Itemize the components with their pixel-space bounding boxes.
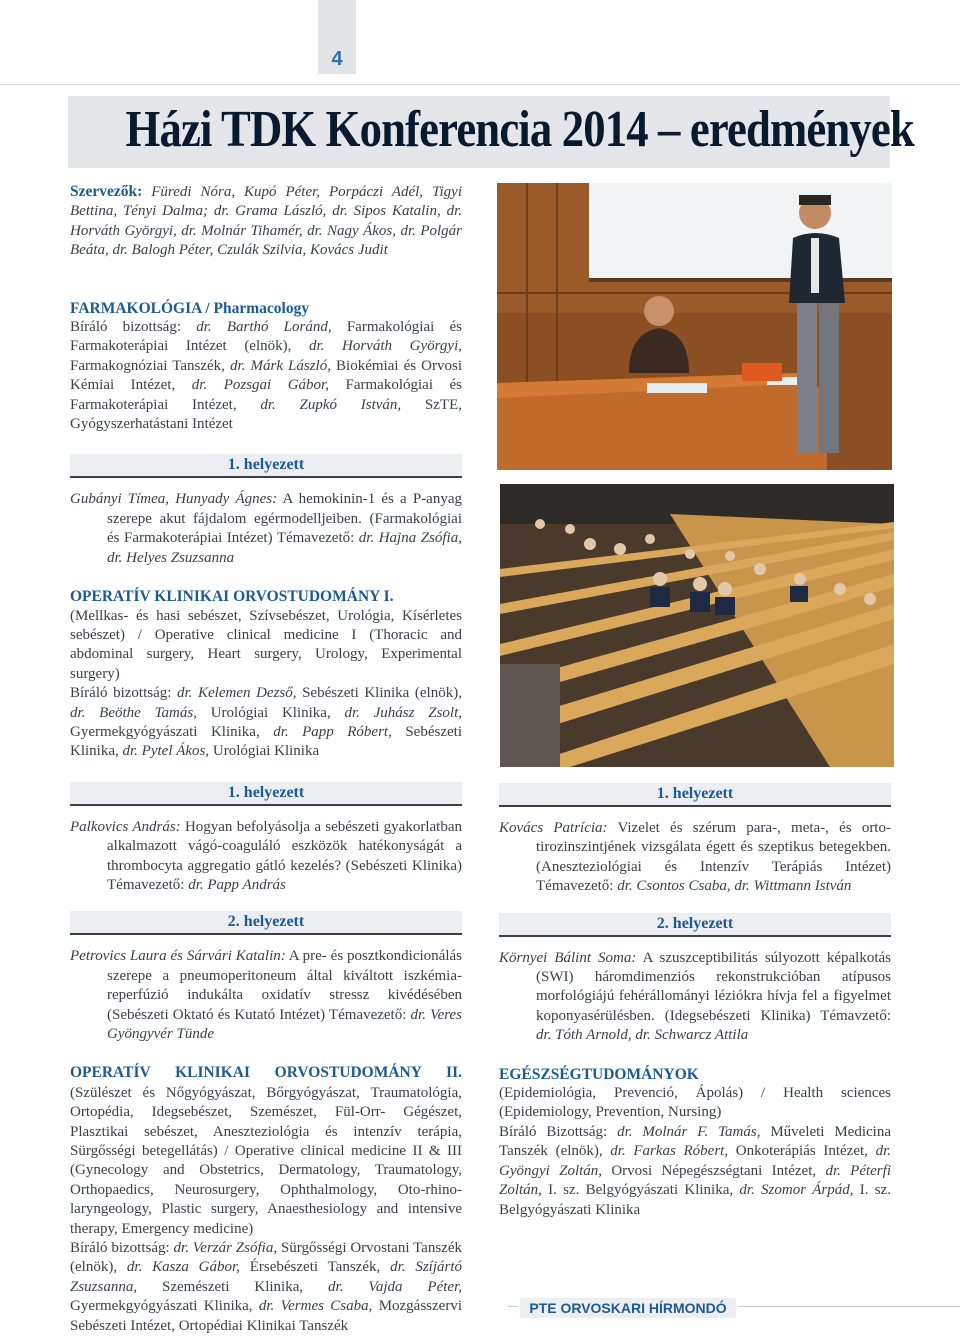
name-text: dr. Juhász Zsolt, — [344, 704, 462, 721]
organizers-names: Füredi Nóra, Kupó Péter, Porpáczi Adél, Tigyi Bettina, Tényi Dalma; dr. Grama László, dr. Sipos Katalin, dr. Horváth Györgyi, dr. Molnár Tihamér, dr. Nagy Ákos, dr. Polgár Beáta, dr. Balogh Péter, Czulák Szilvia, Kovács Judit — [70, 184, 463, 259]
name-text: Petrovics Laura és Sárvári Katalin: — [70, 948, 286, 965]
name-text: dr. Vajda Péter, — [328, 1278, 462, 1295]
body-text: Sürgősségi Orvostani Tanszék (elnök), — [70, 1240, 462, 1276]
section-description: (Mellkas- és hasi sebészet, Szívsebészet, Urológia, Kísérletes sebészet) / Operative clinical medicine I (Thoracic and abdominal surgery, Heart surgery, Urology, Experimental surgery) — [70, 607, 462, 682]
body-text: Gyermekgyógyászati Klinika, — [70, 723, 274, 740]
place-label: 1. helyezett — [70, 782, 462, 806]
footer — [517, 1297, 739, 1319]
name-text: dr. Zupkó István, — [260, 396, 402, 413]
name-text: dr. Molnár F. Tamás, — [617, 1123, 761, 1140]
name-text: dr. Pozsgai Gábor, — [191, 377, 329, 394]
body-text: Bíráló Bizottság: — [499, 1123, 618, 1140]
auditorium-photo — [500, 484, 894, 767]
name-text: dr. Péterfi Zoltán, — [499, 1162, 891, 1199]
body-text: Bíráló bizottság: — [70, 319, 197, 336]
name-text: dr. Kelemen Dezső, — [177, 685, 297, 702]
result-entry — [70, 947, 462, 1044]
body-text: Sebészeti Klinika (elnök), — [296, 685, 462, 702]
body-text: Műveleti Medicina Tanszék (elnök), — [499, 1123, 891, 1160]
body-text: Urológiai Klinika — [209, 743, 320, 760]
result-entry — [70, 490, 462, 568]
name-text: dr. Verzár Zsófia, — [173, 1240, 278, 1257]
body-text: Vizelet és szérum para-, meta-, és orto-tirozinszintjének vizsgálata égett és szeptikus betegekben. (Aneszteziológiai és Intenzív Terápiás Intézet) Témavezető: — [536, 820, 891, 895]
name-text: dr. Beöthe Tamás, — [70, 704, 197, 721]
lecture-photo-image — [497, 183, 892, 470]
page-title: Házi TDK Konferencia 2014 – eredmények — [125, 101, 914, 158]
organizers-label: Szervezők: — [70, 183, 143, 200]
section-description: (Epidemiológia, Prevenció, Ápolás) / Health sciences (Epidemiology, Prevention, Nursing) — [499, 1085, 891, 1121]
left-column — [70, 182, 462, 1336]
body-text: A hemokinin-1 és a P-anyag szerepe akut fájdalom egérmodelljeiben. (Farmakológiai és Farmakoterápiai Intézet) Témavezető: — [107, 491, 462, 547]
body-text: Biokémiai és Orvosi Kémiai Intézet, — [70, 357, 462, 394]
name-text: dr. Csontos Csaba, dr. Wittmann István — [617, 878, 852, 895]
body-text: Mozgásszervi Sebészeti Intézet, Ortopédiai Klinikai Tanszék — [70, 1298, 462, 1334]
right-column — [499, 783, 891, 1220]
jury-egeszsegtudomanyok — [499, 1123, 891, 1220]
body-text: Orvosi Népegészségtani Intézet, — [602, 1162, 826, 1179]
name-text: dr. Vermes Csaba, — [258, 1298, 373, 1315]
body-text: Szemészeti Klinika, — [137, 1278, 329, 1295]
body-text: I. sz. Belgyógyászati Klinika, — [541, 1182, 740, 1199]
body-text: Farmakognóziai Tanszék, — [70, 357, 230, 374]
section-heading-egeszsegtudomanyok: EGÉSZSÉGTUDOMÁNYOK — [499, 1065, 699, 1083]
name-text: Palkovics András: — [70, 818, 181, 835]
section-heading-farmakologia: FARMAKOLÓGIA / Pharmacology — [70, 299, 310, 317]
body-text: Urológiai Klinika, — [196, 704, 345, 721]
name-text: dr. Márk László, — [230, 357, 331, 374]
jury-operativ-1 — [70, 684, 462, 762]
name-text: dr. Veres Gyöngyvér Tünde — [107, 1006, 462, 1042]
body-text: Farmakológiai és Farmakoterápiai Intézet, — [70, 377, 462, 413]
name-text: dr. Farkas Róbert, — [610, 1143, 729, 1160]
name-text: dr. Barthó Loránd, — [196, 319, 332, 336]
title-bar — [68, 96, 914, 168]
body-text: Bíráló bizottság: — [70, 685, 177, 702]
body-text: Érsebészeti Tanszék, — [239, 1259, 391, 1276]
result-entry — [499, 949, 891, 1046]
place-label: 2. helyezett — [499, 913, 891, 937]
body-text: Bíráló bizottság: — [70, 1240, 174, 1257]
name-text: dr. Gyöngyi Zoltán, — [499, 1143, 891, 1179]
header-rule — [0, 84, 960, 85]
place-label: 2. helyezett — [70, 911, 462, 935]
section-description: (Szülészet és Nőgyógyászat, Bőrgyógyászat, Traumatológia, Ortopédia, Idegsebészet, Szemészet, Fül-Orr- Gégészet, Plasztikai sebészet, Aneszteziológia és intenzív terápia, Sürgősségi betegellátás) / Operative clinical medicine II & III (Gynecology and Obstetrics, Dermatology, Traumatology, Orthopaedics, Neurosurgery, Ophthalmology, Oto-rhino-laryngeology, Plastic surgery, Anaesthesiology and intensive therapy, Emergency medicine) — [70, 1084, 462, 1237]
place-label: 1. helyezett — [499, 783, 891, 807]
jury-operativ-2 — [70, 1239, 462, 1336]
page-number: 4 — [318, 0, 356, 74]
result-entry — [499, 819, 891, 897]
name-text: Környei Bálint Soma: — [499, 949, 637, 966]
jury-farmakologia — [70, 318, 462, 434]
name-text: dr. Papp Róbert, — [273, 723, 392, 740]
body-text: A pre- és posztkondicionálás szerepe a pneumoperitoneum által kiváltott iszkémia-reperfúzió indukálta oxidatív stressz kivédésében (Sebészeti Oktató és Kutató Intézet) Témavezető: — [107, 948, 462, 1023]
organizers — [70, 182, 462, 261]
body-text: Hogyan befolyásolja a sebészeti gyakorlatban alkalmazott vágó-coaguláló eszközök hatékonyságát a thrombocyta aggregatio gátló kezelés? (Sebészeti Klinika) Témavezető: — [107, 818, 462, 893]
publication-name: PTE ORVOSKARI HÍRMONDÓ — [520, 1298, 735, 1318]
auditorium-photo-image — [500, 484, 894, 767]
name-text: dr. Kasza Gábor, — [126, 1259, 240, 1276]
body-text: A szuszceptibilitás súlyozott képalkotás (SWI) háromdimenziós rekonstrukcióban atípusos morfológiájú fehérállományi léziókra hívja fel a figyelmet koponyasérülésben. (Idegsebészeti Klinika) Témavzető: — [536, 949, 891, 1024]
name-text: dr. Horváth Györgyi, — [309, 338, 462, 355]
body-text: Farmakológiai és Farmakoterápiai Intézet (elnök), — [70, 319, 462, 355]
name-text: dr. Szíjártó Zsuzsanna, — [70, 1259, 462, 1295]
name-text: dr. Hajna Zsófia, dr. Helyes Zsuzsanna — [107, 530, 462, 566]
name-text: Gubányi Tímea, Hunyady Ágnes: — [70, 491, 278, 508]
place-label: 1. helyezett — [70, 454, 462, 478]
section-heading-operativ-2: OPERATÍV KLINIKAI ORVOSTUDOMÁNY II. — [70, 1064, 462, 1082]
section-heading-operativ-1: OPERATÍV KLINIKAI ORVOSTUDOMÁNY I. — [70, 588, 394, 606]
result-entry — [70, 818, 462, 896]
body-text: Onkoterápiás Intézet, — [728, 1143, 876, 1160]
name-text: dr. Pytel Ákos, — [122, 743, 210, 760]
body-text: Sebészeti Klinika, — [70, 723, 462, 760]
body-text: Gyermekgyógyászati Klinika, — [70, 1298, 259, 1315]
lecture-photo — [497, 183, 892, 470]
name-text: Kovács Patrícia: — [499, 820, 608, 836]
name-text: dr. Tóth Arnold, dr. Schwarcz Attila — [536, 1027, 749, 1044]
name-text: dr. Papp András — [188, 876, 286, 893]
section-operativ-2-intro — [70, 1063, 462, 1239]
body-text: SzTE, Gyógyszerhatástani Intézet — [70, 396, 462, 433]
body-text: I. sz. Belgyógyászati Klinika — [499, 1182, 892, 1218]
name-text: dr. Szomor Árpád, — [739, 1182, 854, 1199]
